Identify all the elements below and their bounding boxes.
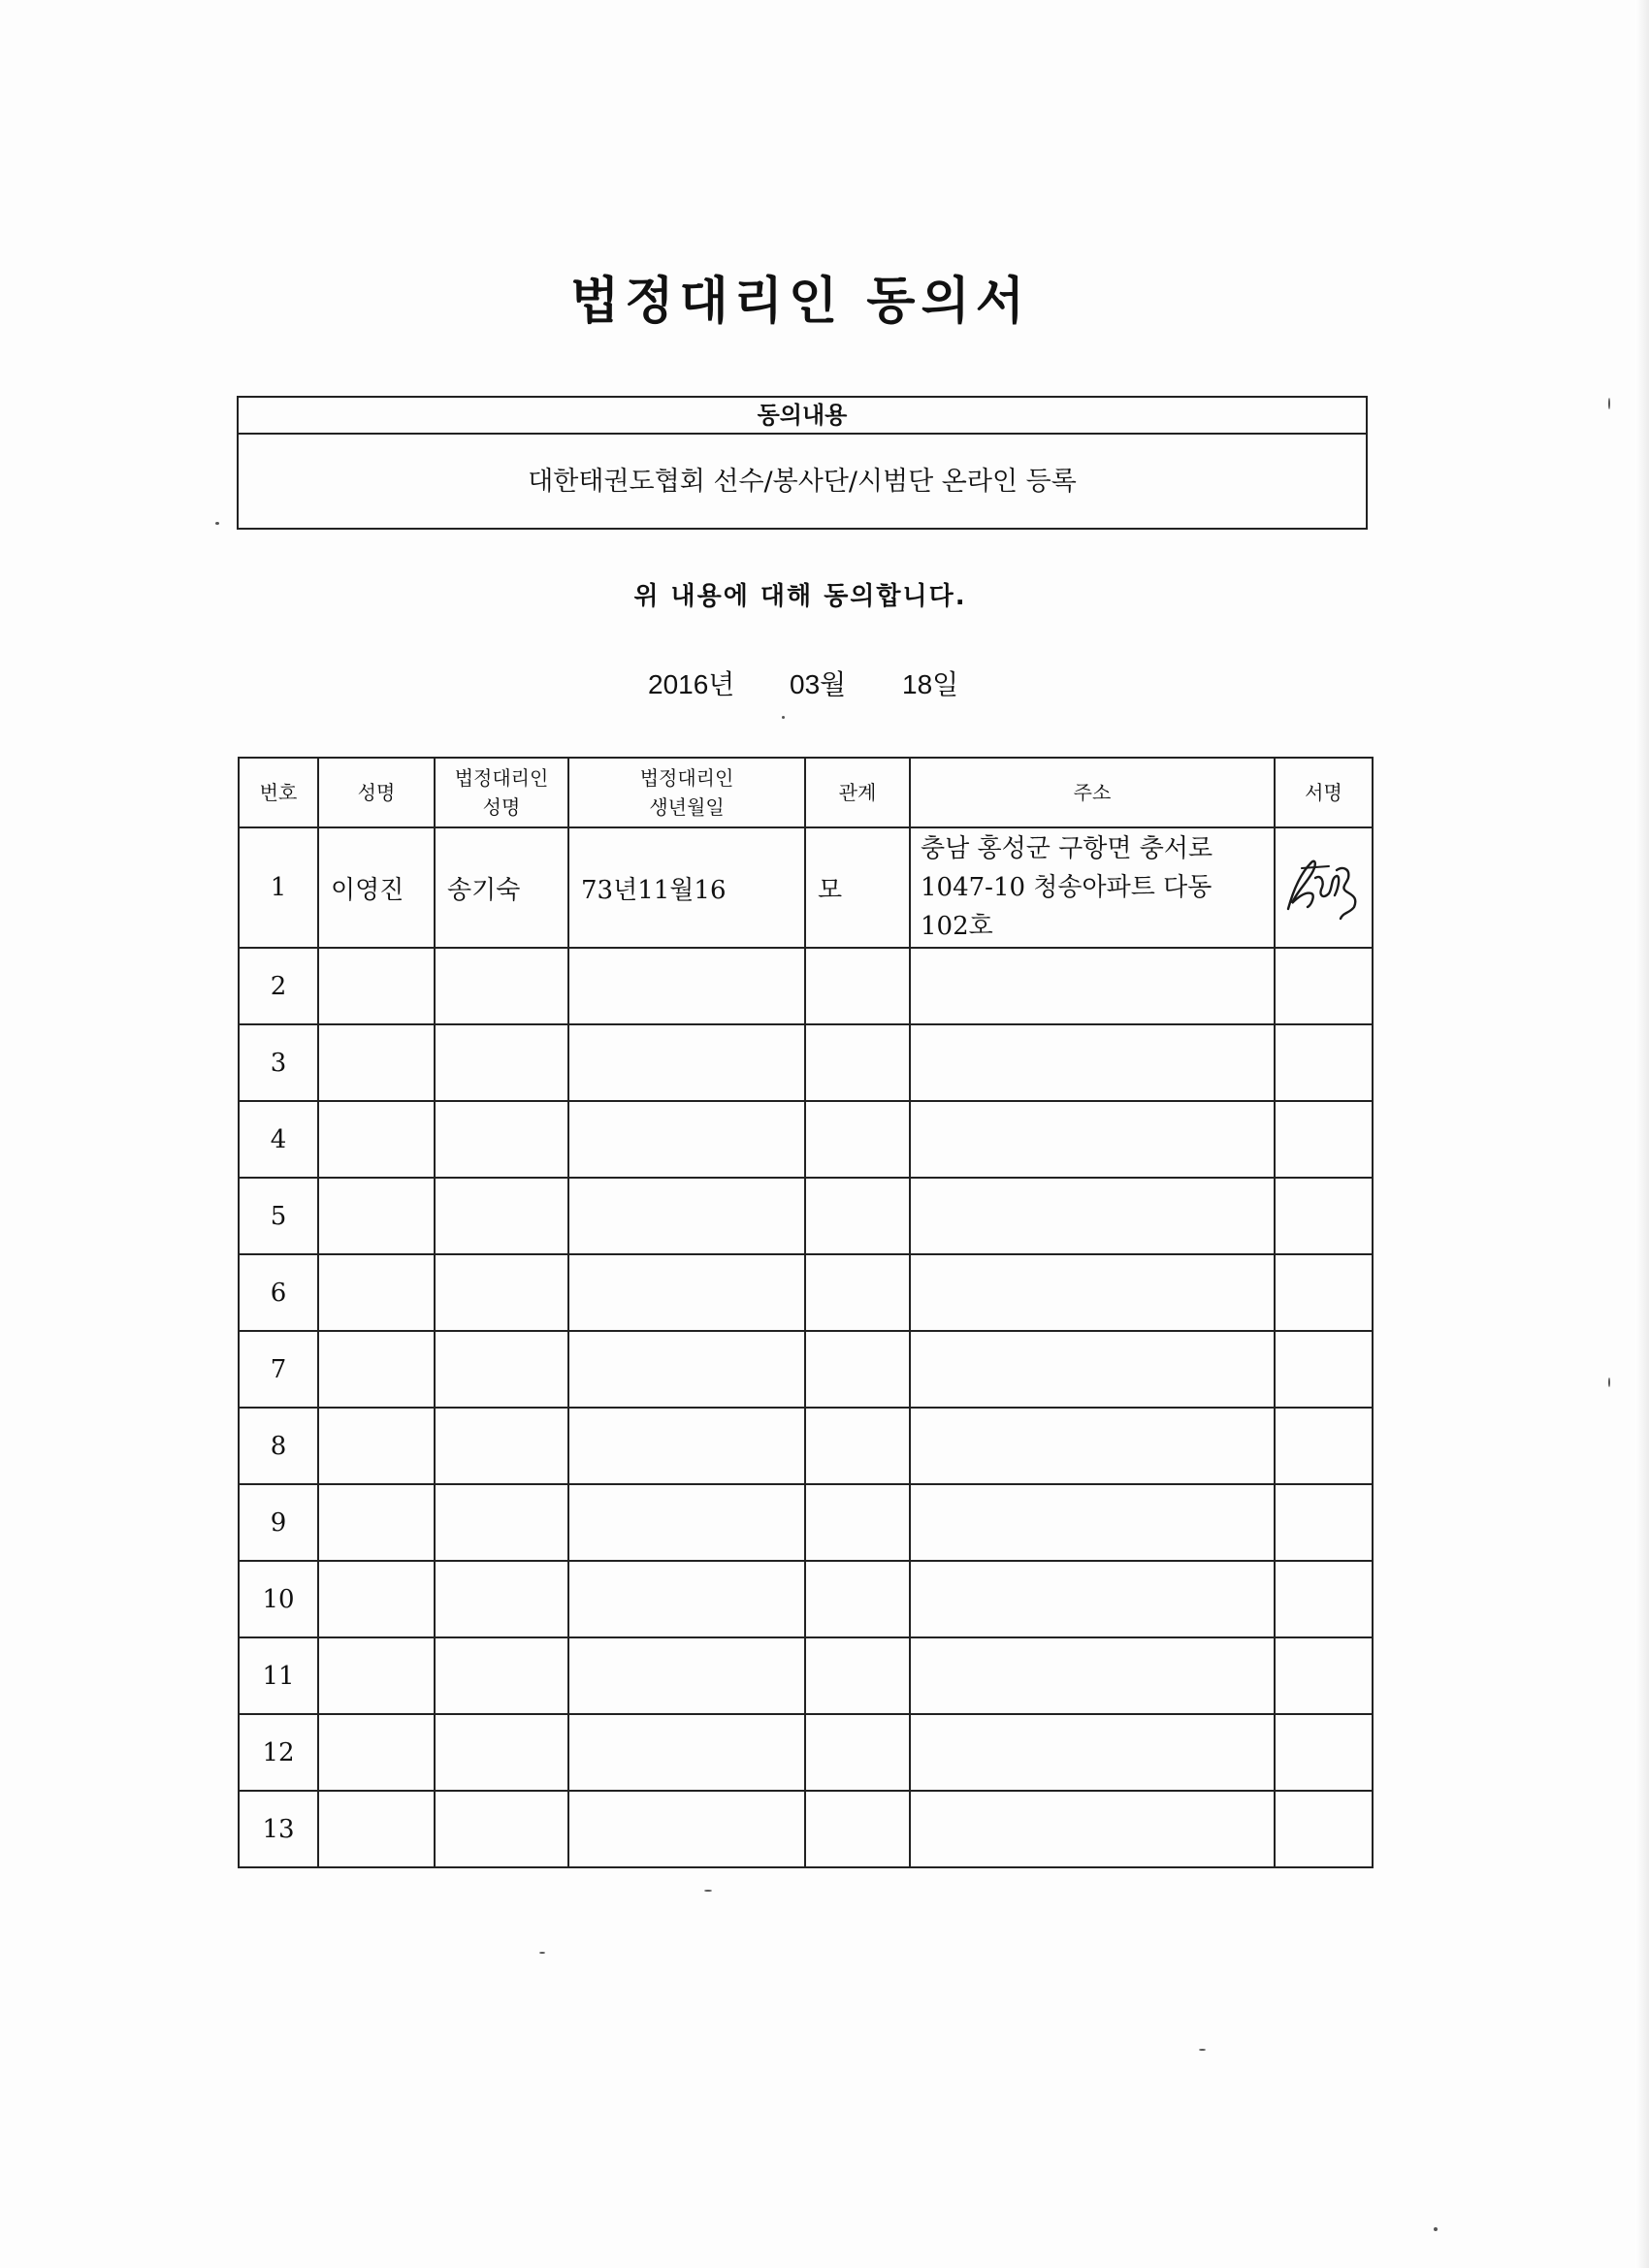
date-day: 18일 (902, 669, 959, 699)
row-relation: 모 (805, 827, 910, 948)
header-guardian-name (435, 758, 568, 827)
date-year: 2016년 (648, 669, 735, 699)
header-guardian-name-line1: 법정대리인 (454, 766, 549, 790)
header-relation: 관계 (805, 758, 910, 827)
header-guardian-birth (568, 758, 805, 827)
consent-content-header: 동의내용 (239, 398, 1366, 435)
document-title: 법정대리인 동의서 (570, 273, 1030, 331)
scan-speck (539, 1952, 545, 1954)
row-no: 13 (239, 1791, 318, 1867)
row-name: 이영진 (318, 827, 435, 948)
scan-speck (1608, 398, 1610, 409)
header-guardian-birth-line1: 법정대리인 (639, 766, 734, 790)
header-name: 성명 (318, 758, 435, 827)
row-no: 4 (239, 1101, 318, 1178)
scan-speck (1434, 2227, 1438, 2231)
table-row (239, 948, 1373, 1024)
row-no: 2 (239, 948, 318, 1024)
table-row (239, 1254, 1373, 1331)
scan-speck (215, 522, 219, 525)
scan-speck (704, 1890, 712, 1892)
row-address: 충남 홍성군 구항면 충서로 1047-10 청송아파트 다동 102호 (910, 827, 1275, 948)
table-row (239, 1637, 1373, 1714)
table-row (239, 1484, 1373, 1561)
table-row (239, 1791, 1373, 1867)
row-no: 7 (239, 1331, 318, 1408)
header-guardian-name-line2: 성명 (482, 795, 521, 819)
row-no: 1 (239, 827, 318, 948)
scan-speck (1608, 1377, 1610, 1387)
row-no: 5 (239, 1178, 318, 1254)
scan-speck (1199, 2049, 1206, 2051)
table-row (239, 1331, 1373, 1408)
date-month: 03월 (790, 669, 847, 699)
handwritten-signature (1282, 849, 1366, 926)
row-guardian-name: 송기숙 (435, 827, 568, 948)
consent-content-box (237, 396, 1368, 530)
table-row (239, 1101, 1373, 1178)
table-row (239, 1178, 1373, 1254)
row-no: 12 (239, 1714, 318, 1791)
agreement-statement: 위 내용에 대해 동의합니다. (633, 582, 967, 611)
row-no: 9 (239, 1484, 318, 1561)
header-no: 번호 (239, 758, 318, 827)
row-no: 10 (239, 1561, 318, 1637)
consent-content-body: 대한태권도협회 선수/봉사단/시범단 온라인 등록 (528, 467, 1077, 497)
row-no: 3 (239, 1024, 318, 1101)
table-header-row (239, 758, 1373, 827)
scan-edge-shadow (1635, 0, 1649, 2268)
table-row (239, 1714, 1373, 1791)
table-row (239, 827, 1373, 948)
table-row (239, 1561, 1373, 1637)
header-address: 주소 (910, 758, 1275, 827)
header-guardian-birth-line2: 생년월일 (649, 795, 725, 819)
row-no: 6 (239, 1254, 318, 1331)
scan-speck (782, 716, 785, 719)
table-row (239, 1024, 1373, 1101)
row-no: 8 (239, 1408, 318, 1484)
header-signature: 서명 (1275, 758, 1373, 827)
table-row (239, 1408, 1373, 1484)
row-signature (1275, 827, 1373, 948)
row-guardian-birth: 73년11월16 (568, 827, 805, 948)
row-no: 11 (239, 1637, 318, 1714)
guardian-list-table (238, 757, 1374, 1868)
